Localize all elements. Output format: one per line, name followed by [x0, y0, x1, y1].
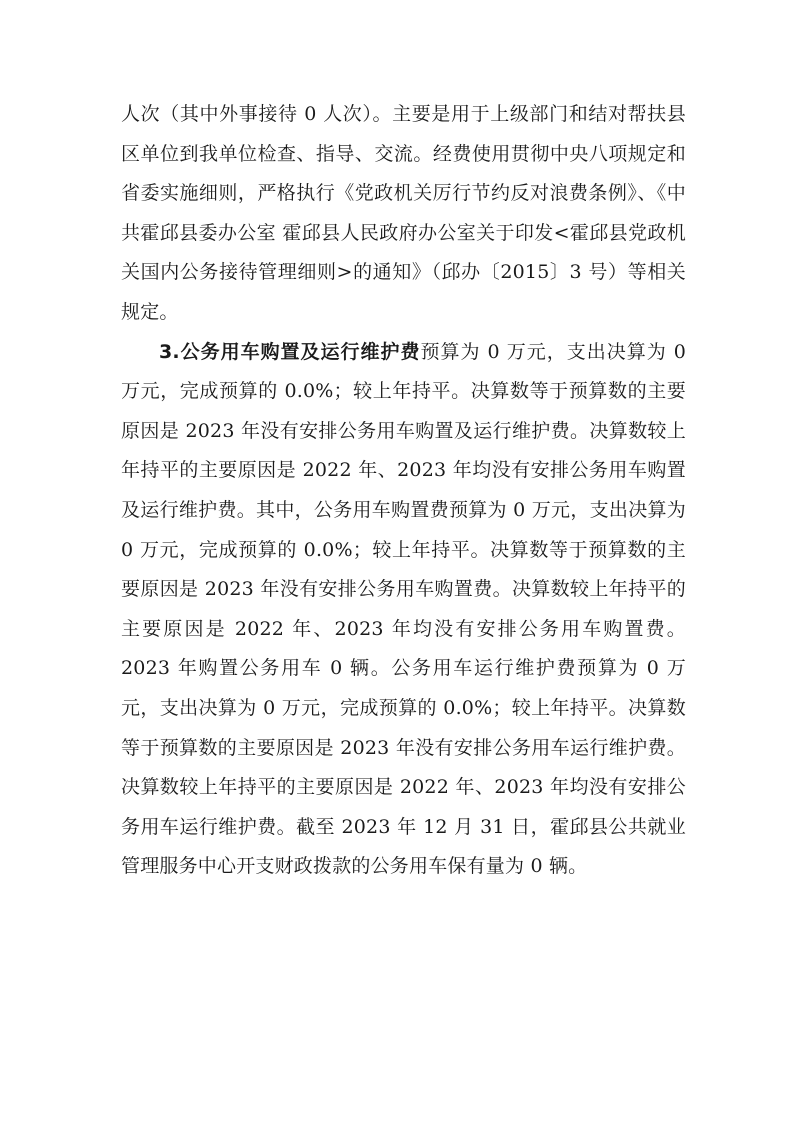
vehicle-expense-paragraph	[121, 333, 686, 887]
reception-paragraph: 人次（其中外事接待 0 人次）。主要是用于上级部门和结对帮扶县区单位到我单位检查、指导、交流。经费使用贯彻中央八项规定和省委实施细则，严格执行《党政机关厉行节约反对浪费条例》、《中共霍邱县委办公室 霍邱县人民政府办公室关于印发<霍邱县党政机关国内公务接待管理细则>的通知》（邱办〔2015〕3 号）等相关规定。	[121, 103, 686, 323]
vehicle-expense-body: 预算为 0 万元，支出决算为 0 万元，完成预算的 0.0%；较上年持平。决算数等于预算数的主要原因是 2023 年没有安排公务用车购置及运行维护费。决算数较上年持平的主要原因是 2022 年、2023 年均没有安排公务用车购置及运行维护费。其中，公务用车购置费预算为 0 万元，支出决算为 0 万元，完成预算的 0.0%；较上年持平。决算数等于预算数的主要原因是 2023 年没有安排公务用车购置费。决算数较上年持平的主要原因是 2022 年、2023 年均没有安排公务用车购置费。2023 年购置公务用车 0 辆。公务用车运行维护费预算为 0 万元，支出决算为 0 万元，完成预算的 0.0%；较上年持平。决算数等于预算数的主要原因是 2023 年没有安排公务用车运行维护费。决算数较上年持平的主要原因是 2022 年、2023 年均没有安排公务用车运行维护费。截至 2023 年 12 月 31 日，霍邱县公共就业管理服务中心开支财政拨款的公务用车保有量为 0 辆。	[121, 340, 686, 878]
vehicle-expense-heading: 3.公务用车购置及运行维护费	[159, 340, 421, 363]
document-body	[121, 95, 686, 887]
